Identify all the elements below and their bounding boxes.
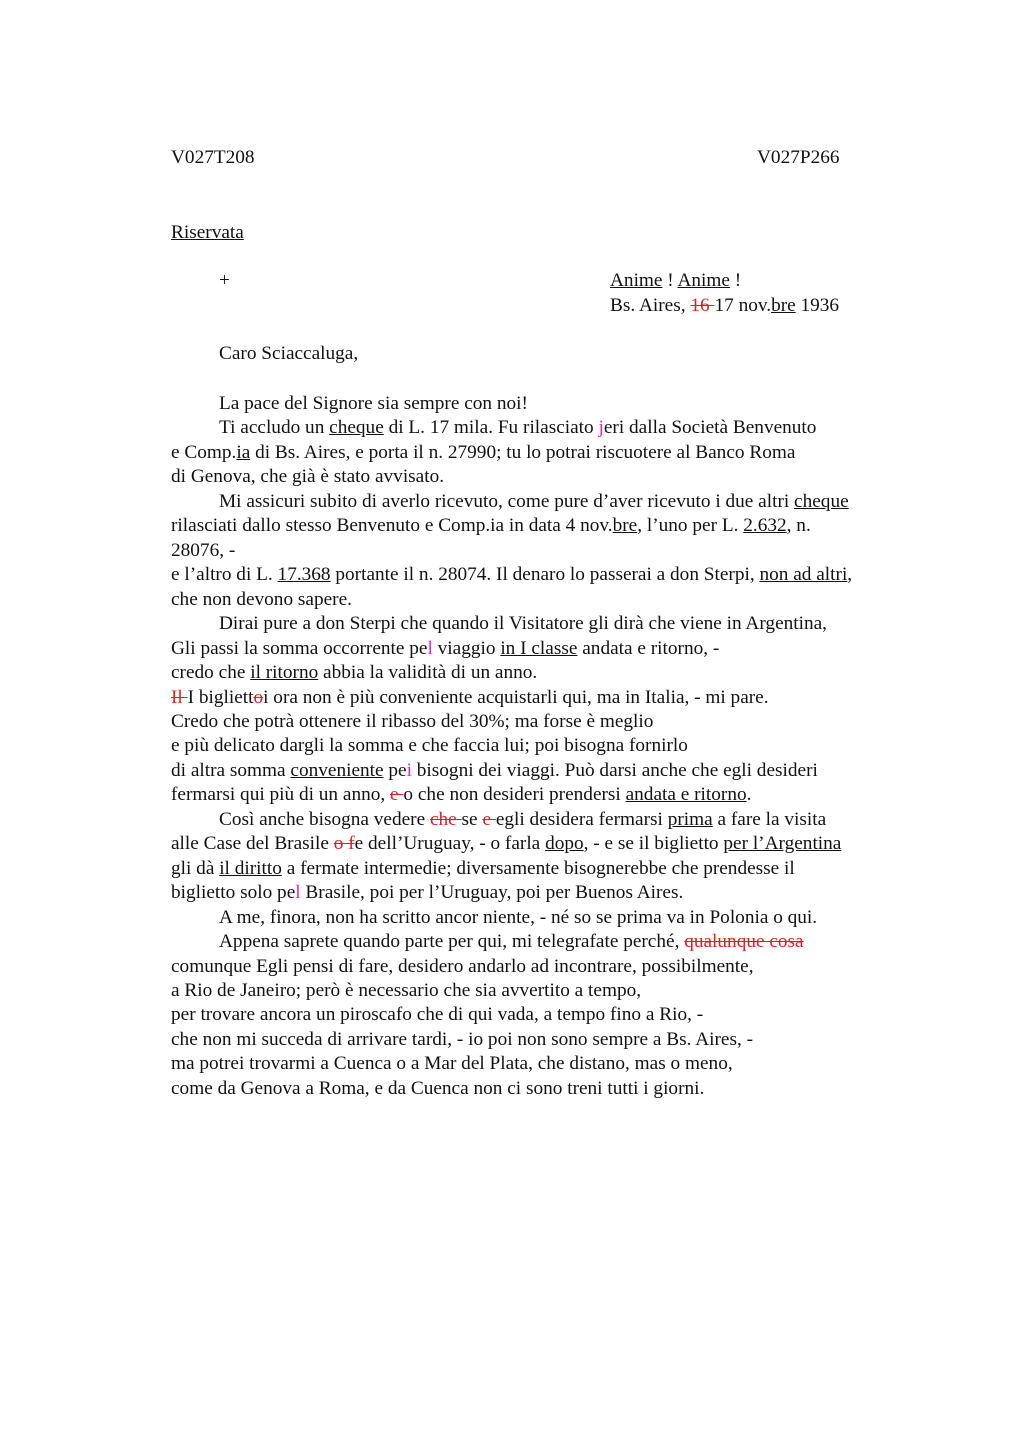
deleted-text: o bbox=[253, 687, 264, 708]
motto-word: Anime bbox=[610, 270, 663, 291]
deleted-text: e bbox=[390, 784, 404, 805]
body-line: Mi assicuri subito di averlo ricevuto, come pure d’aver ricevuto i due altri cheque bbox=[219, 491, 849, 512]
body-line: per trovare ancora un piroscafo che di qui vada, a tempo fino a Rio, - bbox=[171, 1004, 704, 1025]
body-line: ma potrei trovarmi a Cuenca o a Mar del Plata, che distano, mas o meno, bbox=[171, 1053, 733, 1074]
body-line: come da Genova a Roma, e da Cuenca non ci sono treni tutti i giorni. bbox=[171, 1078, 705, 1099]
deleted-text: 16 bbox=[690, 295, 715, 316]
body-line: che non mi succeda di arrivare tardi, - io poi non sono sempre a Bs. Aires, - bbox=[171, 1029, 754, 1050]
body-line: alle Case del Brasile o fe dell’Uruguay, - o farla dopo, - e se il biglietto per l’Argentina bbox=[171, 833, 842, 854]
body-line: Così anche bisogna vedere che se e egli desidera fermarsi prima a fare la visita bbox=[219, 809, 827, 830]
deleted-text: e bbox=[482, 809, 496, 830]
body-line: e l’altro di L. 17.368 portante il n. 28074. Il denaro lo passerai a don Sterpi, non ad altri, bbox=[171, 564, 853, 585]
body-line: di Genova, che già è stato avvisato. bbox=[171, 466, 445, 487]
body-line: Il I bigliettoi ora non è più conveniente acquistarli qui, ma in Italia, - mi pare. bbox=[171, 687, 769, 708]
motto-word: Anime bbox=[677, 270, 730, 291]
deleted-text: qualunque cosa bbox=[684, 931, 804, 952]
deleted-text: che bbox=[429, 809, 462, 830]
body-line: a Rio de Janeiro; però è necessario che sia avvertito a tempo, bbox=[171, 980, 642, 1001]
body-line: A me, finora, non ha scritto ancor niente, - né so se prima va in Polonia o qui. bbox=[219, 907, 818, 928]
deleted-text: o f bbox=[333, 833, 355, 854]
body-line: Dirai pure a don Sterpi che quando il Visitatore gli dirà che viene in Argentina, bbox=[219, 613, 827, 634]
body-line: rilasciati dallo stesso Benvenuto e Comp.ia in data 4 nov.bre, l’uno per L. 2.632, n. bbox=[171, 515, 811, 536]
classification-label: Riservata bbox=[171, 222, 244, 243]
body-line: Credo che potrà ottenere il ribasso del 30%; ma forse è meglio bbox=[171, 711, 654, 732]
deleted-text: Il bbox=[171, 687, 188, 708]
body-line: comunque Egli pensi di fare, desidero andarlo ad incontrare, possibilmente, bbox=[171, 956, 754, 977]
motto: Anime ! Anime ! bbox=[610, 270, 742, 291]
cross-mark: + bbox=[219, 270, 230, 291]
body-line: Appena saprete quando parte per qui, mi telegrafate perché, qualunque cosa bbox=[219, 931, 804, 952]
body-line: La pace del Signore sia sempre con noi! bbox=[219, 393, 528, 414]
body-line: Gli passi la somma occorrente pel viaggio in I classe andata e ritorno, - bbox=[171, 638, 720, 659]
salutation: Caro Sciaccaluga, bbox=[219, 343, 359, 364]
document-code-right: V027P266 bbox=[757, 147, 840, 168]
body-line: di altra somma conveniente pei bisogni dei viaggi. Può darsi anche che egli desideri bbox=[171, 760, 818, 781]
body-line: che non devono sapere. bbox=[171, 589, 352, 610]
inserted-text: i bbox=[406, 760, 412, 781]
inserted-text: l bbox=[427, 638, 433, 659]
dateline: Bs. Aires, 16 17 nov.bre 1936 bbox=[610, 295, 840, 316]
inserted-text: j bbox=[598, 417, 604, 438]
body-line: biglietto solo pel Brasile, poi per l’Uruguay, poi per Buenos Aires. bbox=[171, 882, 684, 903]
body-line: e Comp.ia di Bs. Aires, e porta il n. 27990; tu lo potrai riscuotere al Banco Roma bbox=[171, 442, 796, 463]
body-line: fermarsi qui più di un anno, e o che non desideri prendersi andata e ritorno. bbox=[171, 784, 752, 805]
body-line: credo che il ritorno abbia la validità di un anno. bbox=[171, 662, 538, 683]
document-code-left: V027T208 bbox=[171, 147, 255, 168]
inserted-text: l bbox=[295, 882, 301, 903]
body-line: Ti accludo un cheque di L. 17 mila. Fu rilasciato jeri dalla Società Benvenuto bbox=[219, 417, 817, 438]
body-line: gli dà il diritto a fermate intermedie; diversamente bisognerebbe che prendesse il bbox=[171, 858, 795, 879]
body-line: 28076, - bbox=[171, 540, 236, 561]
body-line: e più delicato dargli la somma e che faccia lui; poi bisogna fornirlo bbox=[171, 735, 688, 756]
